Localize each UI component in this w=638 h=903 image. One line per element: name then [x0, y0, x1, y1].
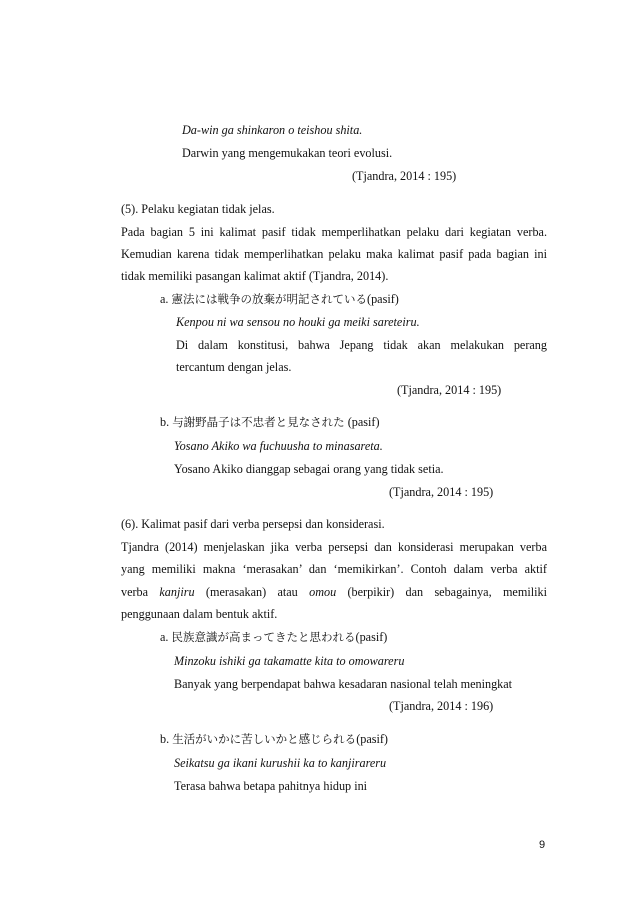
example-marker: b.	[160, 732, 170, 746]
example-translation: Darwin yang mengemukakan teori evolusi.	[182, 146, 393, 160]
example-marker: a.	[160, 630, 169, 644]
japanese-sentence: 生活がいかに苦しいかと感じられる	[172, 732, 357, 746]
page-number: 9	[539, 839, 546, 851]
citation: (Tjandra, 2014 : 195)	[397, 383, 502, 397]
example-translation: tercantum dengan jelas.	[176, 360, 292, 374]
term: kanjiru	[159, 585, 195, 599]
word: (berpikir)	[347, 585, 395, 599]
word: atau	[277, 585, 298, 599]
japanese-sentence: 民族意識が高まってきたと思われる	[171, 630, 356, 644]
japanese-sentence: 与謝野晶子は不忠者と見なされた	[172, 415, 345, 429]
voice-tag: (pasif)	[356, 732, 388, 746]
voice-tag: (pasif)	[355, 630, 388, 644]
example-romaji: Kenpou ni wa sensou no houki ga meiki sareteiru.	[176, 315, 420, 329]
example-romaji: Yosano Akiko wa fuchuusha to minasareta.	[174, 439, 383, 453]
example-line-b	[160, 414, 380, 430]
word: dan	[405, 585, 424, 599]
example-line-a	[160, 291, 399, 307]
example-line-a	[160, 629, 387, 645]
voice-tag: (pasif)	[347, 415, 380, 429]
example-translation: Yosano Akiko dianggap sebagai orang yang tidak setia.	[174, 462, 444, 476]
word: sebagainya,	[434, 585, 492, 599]
paragraph-line: penggunaan dalam bentuk aktif.	[121, 607, 278, 621]
term: omou	[309, 585, 337, 599]
voice-tag: (pasif)	[367, 292, 399, 306]
citation: (Tjandra, 2014 : 195)	[389, 485, 494, 499]
example-marker: a.	[160, 292, 169, 306]
example-romaji: Da-win ga shinkaron o teishou shita.	[182, 123, 363, 137]
paragraph-line: tidak memiliki pasangan kalimat aktif (Tjandra, 2014).	[121, 269, 389, 283]
paragraph-line	[121, 584, 547, 600]
paragraph-line: yang memiliki makna ‘merasakan’ dan ‘memikirkan’. Contoh dalam verba aktif	[121, 562, 547, 576]
example-translation: Banyak yang berpendapat bahwa kesadaran nasional telah meningkat	[174, 677, 513, 691]
example-translation: Terasa bahwa betapa pahitnya hidup ini	[174, 779, 368, 793]
word: verba	[121, 585, 149, 599]
example-marker: b.	[160, 415, 170, 429]
japanese-sentence: 憲法には戦争の放棄が明記されている	[171, 292, 368, 306]
example-romaji: Seikatsu ga ikani kurushii ka to kanjirareru	[174, 756, 387, 770]
word: memiliki	[502, 585, 547, 599]
paragraph-line: Tjandra (2014) menjelaskan jika verba persepsi dan konsiderasi merupakan verba	[121, 540, 547, 554]
word: (merasakan)	[205, 585, 267, 599]
section-heading: (5). Pelaku kegiatan tidak jelas.	[121, 202, 275, 216]
section-heading: (6). Kalimat pasif dari verba persepsi dan konsiderasi.	[121, 517, 385, 531]
example-line-b	[160, 731, 388, 747]
paragraph-line: Kemudian karena tidak memperlihatkan pelaku maka kalimat pasif pada bagian ini	[121, 247, 547, 261]
example-translation: Di dalam konstitusi, bahwa Jepang tidak akan melakukan perang	[176, 338, 547, 352]
example-romaji: Minzoku ishiki ga takamatte kita to omowareru	[174, 654, 405, 668]
citation: (Tjandra, 2014 : 195)	[352, 169, 457, 183]
paragraph-line: Pada bagian 5 ini kalimat pasif tidak memperlihatkan pelaku dari kegiatan verba.	[121, 225, 547, 239]
citation: (Tjandra, 2014 : 196)	[389, 699, 494, 713]
